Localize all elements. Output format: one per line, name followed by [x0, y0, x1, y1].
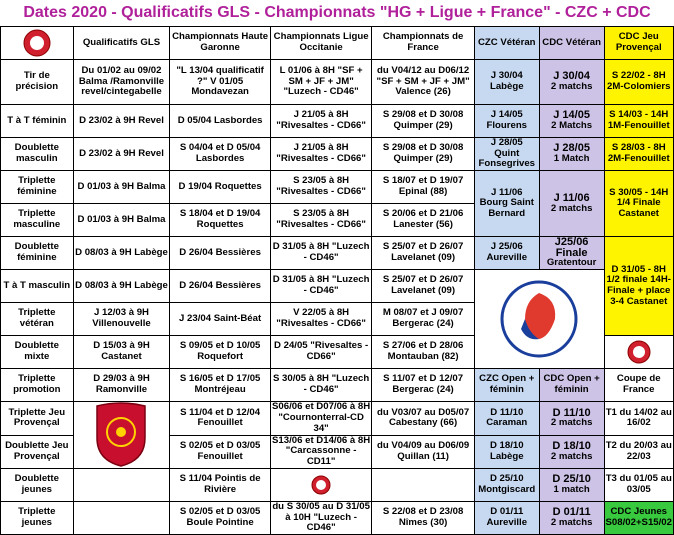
czc-open-cell [474, 435, 539, 469]
czc-open-place: Caraman [486, 417, 528, 429]
cdc-veteran-cell [539, 105, 604, 138]
cdc-prov-date: S 22/02 - 8H [611, 70, 666, 82]
schedule-table [0, 26, 674, 535]
france-cell: S 18/07 et D 19/07 Epinal (88) [372, 171, 474, 204]
table-row [1, 237, 674, 270]
event-label: Doublette masculin [1, 138, 74, 171]
table-row [1, 138, 674, 171]
hg-cell: S 11/04 et D 12/04 Fenouillet [170, 402, 270, 436]
france-cell: du V03/07 au D05/07 Cabestany (66) [372, 402, 474, 436]
cdc-prov-date: D 31/05 - 8H [611, 263, 666, 275]
cdc-open-place: 2 matchs [550, 450, 593, 462]
france-cell: S 22/08 et D 23/08 Nîmes (30) [372, 502, 474, 535]
club-logo [20, 29, 54, 57]
hg-cell: S 04/04 et D 05/04 Lasbordes [170, 138, 270, 171]
cdc-prov-date: S 30/05 - 14H [609, 186, 669, 198]
france-cell [372, 469, 474, 502]
cdc-veteran-date: J 14/05 [553, 109, 590, 122]
hg-cell: S 09/05 et D 10/05 Roquefort [170, 336, 270, 369]
event-label: Doublette mixte [1, 336, 74, 369]
header-row [1, 27, 674, 60]
czc-open-cell [474, 502, 539, 535]
event-label: T à T masculin [1, 270, 74, 303]
coupe-cell: CDC Jeunes S08/02+S15/02 [604, 502, 674, 535]
france-cell: S 25/07 et D 26/07 Lavelanet (09) [372, 237, 474, 270]
czc-veteran-date: J 30/04 [490, 70, 523, 82]
ligue-cell: L 01/06 à 8H "SF + SM + JF + JM" "Luzech - CD46" [270, 60, 372, 105]
czc-veteran-date: J 14/05 [490, 109, 523, 121]
event-label: Triplette promotion [1, 369, 74, 402]
ligue-cell: du S 30/05 au D 31/05 à 10H "Luzech - CD46" [272, 501, 370, 534]
czc-veteran-date: J 25/06 [490, 241, 523, 253]
qualif-cell: D 01/03 à 9H Balma [73, 171, 170, 204]
coupe-cell: T3 du 01/05 au 03/05 [604, 469, 674, 502]
qualif-cell: J 12/03 à 9H Villenouvelle [73, 303, 170, 336]
qualif-cell: D 01/03 à 9H Balma [73, 204, 170, 237]
cdc-veteran-cell [539, 138, 604, 171]
czc-veteran-date: J 28/05 [490, 137, 523, 149]
event-label: Triplette jeunes [1, 502, 74, 535]
czc-veteran-cell [474, 60, 539, 105]
czc-open-date: D 18/10 [489, 440, 524, 452]
france-cell: S 29/08 et D 30/08 Quimper (29) [372, 138, 474, 171]
cdc-veteran-cell [539, 171, 604, 237]
table-row [1, 469, 674, 502]
event-label: Triplette vétéran [1, 303, 74, 336]
cdc-prov-place: 1/2 finale 14H-Finale + place 3-4 Castanet [606, 274, 672, 307]
event-label: Doublette Jeu Provençal [1, 435, 74, 469]
france-cell: du V04/12 au D06/12 "SF + SM + JF + JM" Valence (26) [372, 60, 474, 105]
ligue-cell: J 21/05 à 8H "Rivesaltes - CD66" [270, 138, 372, 171]
hg-cell: D 26/04 Bessières [170, 270, 270, 303]
table-row [1, 369, 674, 402]
cdc-veteran-cell [539, 237, 604, 270]
czc-open-date: D 01/11 [490, 506, 524, 518]
cdc-prov-cell [604, 138, 674, 171]
header-hg: Championnats Haute Garonne [170, 27, 270, 60]
cdc-prov-date: S 14/03 - 14H [609, 109, 669, 121]
table-row [1, 270, 674, 303]
header-france: Championnats de France [372, 27, 474, 60]
cdc-veteran-date: J 11/06 [553, 191, 590, 204]
header-czc-veteran: CZC Vétéran [474, 27, 539, 60]
hg-cell: "L 13/04 qualificatif ?" V 01/05 Mondavezan [170, 60, 270, 105]
event-label: Doublette jeunes [1, 469, 74, 502]
header-cdc-prov: CDC Jeu Provençal [604, 27, 674, 60]
cdc-prov-place: 1/4 Finale Castanet [616, 197, 661, 219]
czc-veteran-place: Labège [489, 81, 524, 92]
cdc-veteran-place: 2 Matchs [551, 120, 593, 131]
cdc-open-place: 2 matchs [550, 417, 593, 429]
event-label: Triplette masculine [1, 204, 74, 237]
hg-cell: S 16/05 et D 17/05 Montréjeau [170, 369, 270, 402]
ligue-cell: D 31/05 à 8H "Luzech - CD46" [270, 270, 372, 303]
czc-veteran-date: J 11/06 [491, 186, 523, 198]
hg-cell: S 18/04 et D 19/04 Roquettes [170, 204, 270, 237]
czc-veteran-cell [474, 237, 539, 270]
coupe-logo-cell [604, 336, 674, 369]
cdc-open-header: CDC Open + féminin [539, 369, 604, 402]
czc-veteran-cell [474, 105, 539, 138]
france-cell: S 20/06 et D 21/06 Lanester (56) [372, 204, 474, 237]
qualif-cell: Du 01/02 au 09/02 Balma /Ramonville revel/cintegabelle [73, 60, 170, 105]
cdc-open-cell [539, 469, 604, 502]
qualif-cell: D 08/03 à 9H Labège [73, 237, 170, 270]
ligue-cell: S06/06 et D07/06 à 8H "Cournonterral-CD 34" [272, 401, 371, 434]
cdc-prov-date: S 28/03 - 8H [611, 142, 666, 154]
header-cdc-veteran: CDC Vétéran [539, 27, 604, 60]
cdc-veteran-cell [539, 60, 604, 105]
header-qualif: Qualificatifs GLS [73, 27, 170, 60]
czc-open-header: CZC Open + féminin [474, 369, 539, 402]
hg-cell: D 05/04 Lasbordes [170, 105, 270, 138]
coupe-cell: T1 du 14/02 au 16/02 [604, 402, 674, 436]
qualif-cell: D 29/03 à 9H Ramonville [73, 369, 170, 402]
hg-cell: S 02/05 et D 03/05 Fenouillet [170, 435, 270, 469]
table-row [1, 105, 674, 138]
czc-veteran-place: Bourg Saint Bernard [479, 197, 534, 219]
qualif-cell [73, 469, 170, 502]
ligue-cell: S 23/05 à 8H "Rivesaltes - CD66" [270, 204, 372, 237]
ligue-cell: S13/06 et D14/06 à 8H "Carcassonne - CD11" [272, 435, 371, 468]
table-row [1, 502, 674, 535]
coupe-cell: T2 du 20/03 au 22/03 [604, 435, 674, 469]
event-label: Tir de précision [1, 60, 74, 105]
czc-open-cell [474, 402, 539, 436]
czc-open-place: Labège [489, 450, 524, 462]
cdc-veteran-date: J 30/04 [553, 70, 590, 83]
cdc-prov-place: 2M-Fenouillet [607, 153, 670, 164]
header-logo-cell [1, 27, 74, 60]
hg-cell: D 19/04 Roquettes [170, 171, 270, 204]
ligue-cell: J 21/05 à 8H "Rivesaltes - CD66" [270, 105, 372, 138]
cdc-veteran-place: 2 matchs [550, 202, 593, 214]
hg-cell: S 11/04 Pointis de Rivière [170, 469, 270, 502]
france-cell: S 27/06 et D 28/06 Montauban (82) [372, 336, 474, 369]
czc-veteran-place: Aureville [486, 252, 528, 263]
cdc-prov-place: 2M-Colomiers [607, 81, 671, 92]
ligue-cell: D 31/05 à 8H "Luzech - CD46" [270, 237, 372, 270]
france-cell: S 29/08 et D 30/08 Quimper (29) [372, 105, 474, 138]
czc-veteran-cell [474, 138, 539, 171]
cdc-open-cell [539, 502, 604, 535]
header-ligue: Championnats Ligue Occitanie [270, 27, 372, 60]
cdc-veteran-place: Gratentour [546, 257, 597, 269]
cdc-veteran-place: 1 Match [553, 153, 590, 164]
event-label: Triplette Jeu Provençal [1, 402, 74, 436]
cdc-prov-cell [604, 171, 674, 237]
event-label: T à T féminin [1, 105, 74, 138]
page-title: Dates 2020 - Qualificatifs GLS - Championnats "HG + Ligue + France" - CZC + CDC [23, 4, 651, 21]
czc-open-place: Aureville [486, 517, 528, 528]
qualif-cell [73, 502, 170, 535]
cdc-veteran-date: J 28/05 [553, 142, 590, 155]
occitanie-logo-cell [73, 402, 170, 469]
cdc-open-date: D 18/10 [552, 440, 591, 453]
cdc-veteran-place: 2 matchs [550, 81, 593, 92]
event-label: Triplette féminine [1, 171, 74, 204]
cdc-prov-cell [604, 237, 674, 336]
czc-veteran-place: Flourens [486, 120, 528, 131]
ffpjp-logo-cell [474, 270, 604, 369]
czc-open-place: Montgiscard [478, 484, 536, 495]
cdc-prov-cell [604, 105, 674, 138]
qualif-cell: D 23/02 à 9H Revel [73, 138, 170, 171]
qualif-cell: D 08/03 à 9H Labège [73, 270, 170, 303]
cdc-open-date: D 01/11 [552, 506, 591, 519]
cdc-veteran-date: J25/06 Finale [554, 236, 589, 259]
ffpjp-haute-garonne-logo [499, 279, 579, 359]
czc-veteran-place: Quint Fonsegrives [478, 147, 536, 170]
ligue-cell: D 24/05 "Rivesaltes - CD66" [270, 336, 372, 369]
ligue-cell: S 30/05 à 8H "Luzech - CD46" [270, 369, 372, 402]
qualif-cell: D 23/02 à 9H Revel [73, 105, 170, 138]
cdc-open-date: D 11/10 [552, 406, 591, 419]
cd46-logo [310, 475, 332, 495]
ligue-cell: V 22/05 à 8H "Rivesaltes - CD66" [270, 303, 372, 336]
ligue-cell [270, 469, 372, 502]
cdc-open-date: D 25/10 [552, 473, 591, 486]
hg-cell: J 23/04 Saint-Béat [170, 303, 270, 336]
france-cell: du V04/09 au D06/09 Quillan (11) [372, 435, 474, 469]
hg-cell: S 02/05 et D 03/05 Boule Pointine [170, 502, 270, 535]
coupe-header: Coupe de France [604, 369, 674, 402]
table-row [1, 402, 674, 436]
cdc-open-cell [539, 435, 604, 469]
cdc-prov-cell [604, 60, 674, 105]
ligue-cell: S 23/05 à 8H "Rivesaltes - CD66" [270, 171, 372, 204]
cdc-open-place: 1 match [553, 484, 590, 495]
czc-open-date: D 25/10 [489, 473, 524, 485]
coupe-logo [626, 340, 652, 364]
czc-veteran-cell [474, 171, 539, 237]
occitanie-shield-logo [91, 402, 151, 468]
event-label: Doublette féminine [1, 237, 74, 270]
czc-open-date: D 11/10 [490, 406, 524, 418]
table-row [1, 171, 674, 204]
france-cell: M 08/07 et J 09/07 Bergerac (24) [372, 303, 474, 336]
czc-open-cell [474, 469, 539, 502]
cdc-prov-place: 1M-Fenouillet [607, 120, 670, 131]
qualif-cell: D 15/03 à 9H Castanet [73, 336, 170, 369]
france-cell: S 11/07 et D 12/07 Bergerac (24) [372, 369, 474, 402]
cdc-open-place: 2 matchs [550, 517, 593, 528]
table-row [1, 60, 674, 105]
hg-cell: D 26/04 Bessières [170, 237, 270, 270]
france-cell: S 25/07 et D 26/07 Lavelanet (09) [372, 270, 474, 303]
cdc-open-cell [539, 402, 604, 436]
